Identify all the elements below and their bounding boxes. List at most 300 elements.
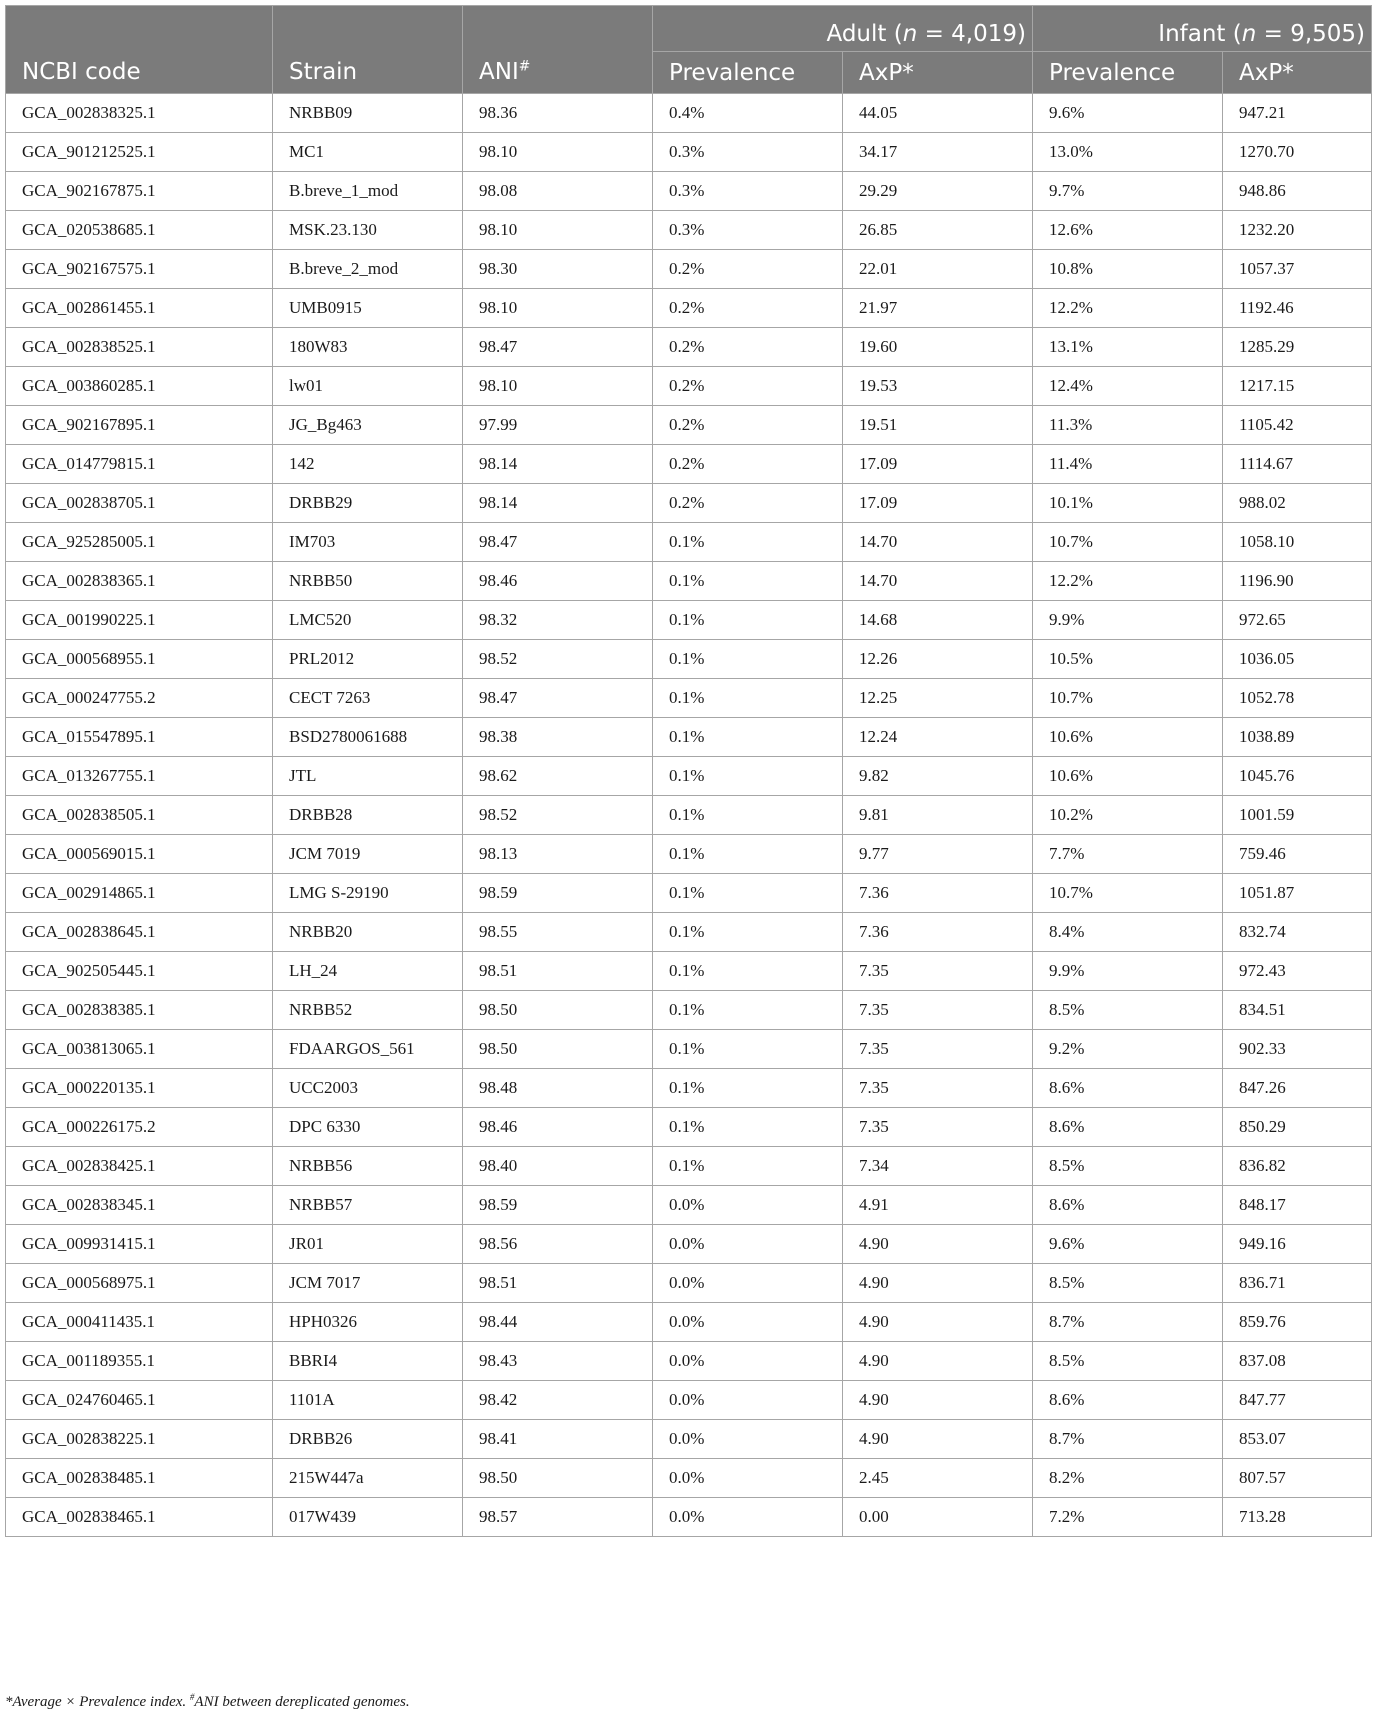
cell-ncbi-code: GCA_000568955.1 <box>6 640 273 679</box>
cell-infant-prevalence: 12.2% <box>1033 289 1223 328</box>
table-row <box>6 796 1372 835</box>
header-column-row <box>6 52 1372 94</box>
cell-adult-axp: 7.35 <box>843 1069 1033 1108</box>
cell-ani: 98.59 <box>463 1186 653 1225</box>
cell-ani: 98.57 <box>463 1498 653 1537</box>
cell-infant-prevalence: 8.7% <box>1033 1303 1223 1342</box>
cell-ncbi-code: GCA_002914865.1 <box>6 874 273 913</box>
cell-adult-prevalence: 0.2% <box>653 406 843 445</box>
cell-infant-prevalence: 10.7% <box>1033 874 1223 913</box>
cell-ani: 98.08 <box>463 172 653 211</box>
cell-adult-axp: 7.34 <box>843 1147 1033 1186</box>
cell-ani: 98.44 <box>463 1303 653 1342</box>
cell-adult-axp: 9.82 <box>843 757 1033 796</box>
cell-adult-prevalence: 0.1% <box>653 679 843 718</box>
cell-ncbi-code: GCA_002838225.1 <box>6 1420 273 1459</box>
cell-infant-axp: 859.76 <box>1223 1303 1372 1342</box>
cell-infant-axp: 847.26 <box>1223 1069 1372 1108</box>
cell-strain: UMB0915 <box>273 289 463 328</box>
cell-infant-axp: 1051.87 <box>1223 874 1372 913</box>
cell-infant-axp: 1038.89 <box>1223 718 1372 757</box>
cell-ncbi-code: GCA_901212525.1 <box>6 133 273 172</box>
cell-adult-prevalence: 0.3% <box>653 133 843 172</box>
table-row <box>6 601 1372 640</box>
table-row <box>6 1420 1372 1459</box>
cell-strain: LMC520 <box>273 601 463 640</box>
cell-strain: JTL <box>273 757 463 796</box>
cell-infant-prevalence: 13.1% <box>1033 328 1223 367</box>
cell-adult-prevalence: 0.0% <box>653 1459 843 1498</box>
cell-infant-axp: 713.28 <box>1223 1498 1372 1537</box>
cell-adult-axp: 34.17 <box>843 133 1033 172</box>
table-row <box>6 367 1372 406</box>
cell-adult-prevalence: 0.1% <box>653 913 843 952</box>
cell-infant-axp: 832.74 <box>1223 913 1372 952</box>
cell-adult-axp: 4.90 <box>843 1420 1033 1459</box>
cell-ncbi-code: GCA_015547895.1 <box>6 718 273 757</box>
cell-ani: 98.59 <box>463 874 653 913</box>
cell-adult-axp: 12.24 <box>843 718 1033 757</box>
strain-prevalence-table <box>5 5 1372 1537</box>
cell-infant-prevalence: 9.6% <box>1033 1225 1223 1264</box>
cell-ncbi-code: GCA_009931415.1 <box>6 1225 273 1264</box>
table-row <box>6 1030 1372 1069</box>
cell-strain: NRBB56 <box>273 1147 463 1186</box>
table-row <box>6 1225 1372 1264</box>
cell-adult-prevalence: 0.2% <box>653 289 843 328</box>
header-group-adult: Adult (n = 4,019) <box>653 6 1033 52</box>
cell-ncbi-code: GCA_002838705.1 <box>6 484 273 523</box>
cell-adult-axp: 7.35 <box>843 1030 1033 1069</box>
table-row <box>6 523 1372 562</box>
cell-adult-axp: 21.97 <box>843 289 1033 328</box>
cell-adult-axp: 14.68 <box>843 601 1033 640</box>
table-row <box>6 289 1372 328</box>
cell-adult-axp: 2.45 <box>843 1459 1033 1498</box>
cell-infant-axp: 947.21 <box>1223 94 1372 133</box>
cell-adult-axp: 19.51 <box>843 406 1033 445</box>
table-row <box>6 718 1372 757</box>
cell-adult-prevalence: 0.0% <box>653 1264 843 1303</box>
cell-infant-prevalence: 9.2% <box>1033 1030 1223 1069</box>
cell-adult-prevalence: 0.0% <box>653 1342 843 1381</box>
cell-ncbi-code: GCA_002838645.1 <box>6 913 273 952</box>
cell-ani: 98.50 <box>463 991 653 1030</box>
cell-strain: NRBB09 <box>273 94 463 133</box>
cell-adult-axp: 22.01 <box>843 250 1033 289</box>
cell-adult-axp: 7.36 <box>843 874 1033 913</box>
cell-ani: 98.38 <box>463 718 653 757</box>
cell-ncbi-code: GCA_000220135.1 <box>6 1069 273 1108</box>
header-blank-ani <box>463 6 653 52</box>
cell-infant-axp: 836.82 <box>1223 1147 1372 1186</box>
cell-adult-axp: 17.09 <box>843 445 1033 484</box>
table-row <box>6 1186 1372 1225</box>
cell-infant-axp: 1001.59 <box>1223 796 1372 835</box>
cell-adult-axp: 9.77 <box>843 835 1033 874</box>
cell-infant-prevalence: 8.5% <box>1033 1264 1223 1303</box>
cell-infant-prevalence: 8.6% <box>1033 1186 1223 1225</box>
cell-infant-axp: 1285.29 <box>1223 328 1372 367</box>
cell-adult-prevalence: 0.0% <box>653 1303 843 1342</box>
cell-infant-prevalence: 9.6% <box>1033 94 1223 133</box>
table-row <box>6 562 1372 601</box>
cell-infant-prevalence: 13.0% <box>1033 133 1223 172</box>
cell-strain: LH_24 <box>273 952 463 991</box>
cell-ani: 98.30 <box>463 250 653 289</box>
cell-adult-prevalence: 0.0% <box>653 1381 843 1420</box>
cell-adult-prevalence: 0.4% <box>653 94 843 133</box>
cell-adult-prevalence: 0.1% <box>653 991 843 1030</box>
cell-infant-axp: 850.29 <box>1223 1108 1372 1147</box>
cell-infant-axp: 1217.15 <box>1223 367 1372 406</box>
cell-infant-prevalence: 12.4% <box>1033 367 1223 406</box>
cell-adult-axp: 7.36 <box>843 913 1033 952</box>
cell-ncbi-code: GCA_014779815.1 <box>6 445 273 484</box>
cell-infant-axp: 972.43 <box>1223 952 1372 991</box>
cell-ncbi-code: GCA_902505445.1 <box>6 952 273 991</box>
cell-infant-prevalence: 10.6% <box>1033 718 1223 757</box>
cell-ncbi-code: GCA_002838525.1 <box>6 328 273 367</box>
cell-infant-prevalence: 9.9% <box>1033 952 1223 991</box>
cell-adult-axp: 4.90 <box>843 1381 1033 1420</box>
table-row <box>6 484 1372 523</box>
cell-ani: 98.14 <box>463 445 653 484</box>
cell-infant-prevalence: 8.7% <box>1033 1420 1223 1459</box>
cell-infant-prevalence: 8.6% <box>1033 1381 1223 1420</box>
cell-infant-axp: 759.46 <box>1223 835 1372 874</box>
cell-adult-prevalence: 0.1% <box>653 757 843 796</box>
cell-ani: 98.56 <box>463 1225 653 1264</box>
cell-ani: 98.41 <box>463 1420 653 1459</box>
cell-infant-prevalence: 10.7% <box>1033 679 1223 718</box>
cell-infant-axp: 853.07 <box>1223 1420 1372 1459</box>
table-row <box>6 94 1372 133</box>
table-row <box>6 874 1372 913</box>
cell-strain: DPC 6330 <box>273 1108 463 1147</box>
header-infant-prevalence: Prevalence <box>1033 52 1223 94</box>
cell-ncbi-code: GCA_002838465.1 <box>6 1498 273 1537</box>
cell-ncbi-code: GCA_020538685.1 <box>6 211 273 250</box>
cell-strain: JCM 7017 <box>273 1264 463 1303</box>
cell-ncbi-code: GCA_003860285.1 <box>6 367 273 406</box>
cell-adult-prevalence: 0.1% <box>653 562 843 601</box>
cell-strain: JR01 <box>273 1225 463 1264</box>
cell-adult-axp: 0.00 <box>843 1498 1033 1537</box>
cell-ncbi-code: GCA_024760465.1 <box>6 1381 273 1420</box>
table-body <box>6 94 1372 1537</box>
cell-infant-axp: 1196.90 <box>1223 562 1372 601</box>
cell-adult-prevalence: 0.2% <box>653 484 843 523</box>
cell-infant-axp: 1270.70 <box>1223 133 1372 172</box>
cell-adult-axp: 4.90 <box>843 1303 1033 1342</box>
cell-strain: 1101A <box>273 1381 463 1420</box>
header-blank-strain <box>273 6 463 52</box>
cell-ncbi-code: GCA_002861455.1 <box>6 289 273 328</box>
cell-adult-axp: 4.91 <box>843 1186 1033 1225</box>
cell-ani: 98.46 <box>463 1108 653 1147</box>
table-row <box>6 406 1372 445</box>
cell-ani: 98.47 <box>463 679 653 718</box>
cell-adult-axp: 19.53 <box>843 367 1033 406</box>
cell-strain: DRBB28 <box>273 796 463 835</box>
table-row <box>6 133 1372 172</box>
table-row <box>6 679 1372 718</box>
cell-infant-prevalence: 10.2% <box>1033 796 1223 835</box>
cell-adult-axp: 4.90 <box>843 1342 1033 1381</box>
cell-adult-prevalence: 0.3% <box>653 172 843 211</box>
table-row <box>6 250 1372 289</box>
header-infant-axp: AxP* <box>1223 52 1372 94</box>
cell-adult-prevalence: 0.2% <box>653 367 843 406</box>
cell-infant-axp: 1114.67 <box>1223 445 1372 484</box>
table-row <box>6 913 1372 952</box>
cell-adult-prevalence: 0.0% <box>653 1498 843 1537</box>
cell-infant-prevalence: 8.4% <box>1033 913 1223 952</box>
cell-strain: 215W447a <box>273 1459 463 1498</box>
cell-strain: NRBB50 <box>273 562 463 601</box>
cell-infant-axp: 1052.78 <box>1223 679 1372 718</box>
header-ani: ANI# <box>463 52 653 94</box>
cell-infant-prevalence: 10.7% <box>1033 523 1223 562</box>
cell-strain: JG_Bg463 <box>273 406 463 445</box>
cell-adult-axp: 9.81 <box>843 796 1033 835</box>
cell-adult-prevalence: 0.0% <box>653 1186 843 1225</box>
cell-ani: 98.50 <box>463 1459 653 1498</box>
cell-ani: 98.10 <box>463 211 653 250</box>
table-row <box>6 211 1372 250</box>
table-row <box>6 640 1372 679</box>
cell-ani: 98.32 <box>463 601 653 640</box>
cell-adult-axp: 4.90 <box>843 1264 1033 1303</box>
cell-strain: JCM 7019 <box>273 835 463 874</box>
cell-adult-axp: 19.60 <box>843 328 1033 367</box>
cell-strain: lw01 <box>273 367 463 406</box>
cell-strain: BSD2780061688 <box>273 718 463 757</box>
cell-infant-prevalence: 11.3% <box>1033 406 1223 445</box>
cell-strain: DRBB26 <box>273 1420 463 1459</box>
cell-infant-prevalence: 8.5% <box>1033 991 1223 1030</box>
cell-ani: 98.52 <box>463 796 653 835</box>
cell-strain: NRBB20 <box>273 913 463 952</box>
cell-infant-axp: 837.08 <box>1223 1342 1372 1381</box>
cell-strain: B.breve_1_mod <box>273 172 463 211</box>
cell-ani: 98.46 <box>463 562 653 601</box>
cell-ani: 98.10 <box>463 289 653 328</box>
header-blank-ncbi <box>6 6 273 52</box>
cell-infant-prevalence: 8.5% <box>1033 1342 1223 1381</box>
header-adult-prevalence: Prevalence <box>653 52 843 94</box>
header-group-row <box>6 6 1372 52</box>
table-row <box>6 1069 1372 1108</box>
cell-infant-prevalence: 10.1% <box>1033 484 1223 523</box>
cell-adult-prevalence: 0.1% <box>653 874 843 913</box>
cell-strain: 017W439 <box>273 1498 463 1537</box>
cell-ncbi-code: GCA_925285005.1 <box>6 523 273 562</box>
cell-ncbi-code: GCA_902167575.1 <box>6 250 273 289</box>
cell-adult-prevalence: 0.1% <box>653 1069 843 1108</box>
table-row <box>6 1147 1372 1186</box>
cell-infant-prevalence: 7.2% <box>1033 1498 1223 1537</box>
cell-infant-axp: 848.17 <box>1223 1186 1372 1225</box>
strain-table-container <box>5 5 1371 1537</box>
cell-ani: 98.51 <box>463 1264 653 1303</box>
cell-infant-prevalence: 9.9% <box>1033 601 1223 640</box>
cell-adult-prevalence: 0.1% <box>653 1108 843 1147</box>
table-row <box>6 952 1372 991</box>
cell-strain: IM703 <box>273 523 463 562</box>
cell-infant-prevalence: 9.7% <box>1033 172 1223 211</box>
cell-strain: BBRI4 <box>273 1342 463 1381</box>
cell-strain: MC1 <box>273 133 463 172</box>
table-row <box>6 991 1372 1030</box>
table-footnote: *Average × Prevalence index. #ANI between dereplicated genomes. <box>5 1692 410 1710</box>
cell-adult-axp: 12.25 <box>843 679 1033 718</box>
cell-strain: MSK.23.130 <box>273 211 463 250</box>
cell-ani: 98.52 <box>463 640 653 679</box>
cell-adult-prevalence: 0.2% <box>653 250 843 289</box>
cell-strain: FDAARGOS_561 <box>273 1030 463 1069</box>
cell-adult-prevalence: 0.2% <box>653 328 843 367</box>
cell-ani: 98.10 <box>463 133 653 172</box>
cell-ncbi-code: GCA_000226175.2 <box>6 1108 273 1147</box>
cell-adult-axp: 7.35 <box>843 991 1033 1030</box>
cell-ncbi-code: GCA_001189355.1 <box>6 1342 273 1381</box>
cell-strain: NRBB52 <box>273 991 463 1030</box>
table-row <box>6 1303 1372 1342</box>
cell-infant-axp: 1045.76 <box>1223 757 1372 796</box>
cell-strain: LMG S-29190 <box>273 874 463 913</box>
cell-adult-prevalence: 0.1% <box>653 523 843 562</box>
table-row <box>6 172 1372 211</box>
cell-ani: 98.36 <box>463 94 653 133</box>
cell-ncbi-code: GCA_000569015.1 <box>6 835 273 874</box>
cell-ncbi-code: GCA_902167895.1 <box>6 406 273 445</box>
cell-adult-axp: 14.70 <box>843 523 1033 562</box>
header-group-infant: Infant (n = 9,505) <box>1033 6 1372 52</box>
cell-strain: CECT 7263 <box>273 679 463 718</box>
cell-ncbi-code: GCA_002838365.1 <box>6 562 273 601</box>
cell-infant-axp: 807.57 <box>1223 1459 1372 1498</box>
cell-ncbi-code: GCA_002838485.1 <box>6 1459 273 1498</box>
cell-ncbi-code: GCA_000411435.1 <box>6 1303 273 1342</box>
cell-strain: NRBB57 <box>273 1186 463 1225</box>
cell-adult-prevalence: 0.3% <box>653 211 843 250</box>
cell-adult-prevalence: 0.0% <box>653 1225 843 1264</box>
cell-ncbi-code: GCA_003813065.1 <box>6 1030 273 1069</box>
cell-infant-axp: 1192.46 <box>1223 289 1372 328</box>
cell-adult-axp: 26.85 <box>843 211 1033 250</box>
table-header <box>6 6 1372 94</box>
cell-strain: 180W83 <box>273 328 463 367</box>
cell-adult-axp: 14.70 <box>843 562 1033 601</box>
table-row <box>6 328 1372 367</box>
cell-adult-prevalence: 0.1% <box>653 718 843 757</box>
cell-adult-axp: 7.35 <box>843 952 1033 991</box>
table-row <box>6 445 1372 484</box>
cell-adult-prevalence: 0.1% <box>653 952 843 991</box>
cell-ncbi-code: GCA_002838505.1 <box>6 796 273 835</box>
cell-strain: PRL2012 <box>273 640 463 679</box>
cell-ani: 98.13 <box>463 835 653 874</box>
cell-infant-axp: 1105.42 <box>1223 406 1372 445</box>
cell-infant-axp: 847.77 <box>1223 1381 1372 1420</box>
cell-adult-prevalence: 0.1% <box>653 601 843 640</box>
cell-adult-axp: 17.09 <box>843 484 1033 523</box>
cell-infant-axp: 1058.10 <box>1223 523 1372 562</box>
cell-infant-axp: 948.86 <box>1223 172 1372 211</box>
cell-infant-prevalence: 8.6% <box>1033 1108 1223 1147</box>
table-row <box>6 1264 1372 1303</box>
cell-infant-prevalence: 8.5% <box>1033 1147 1223 1186</box>
cell-strain: HPH0326 <box>273 1303 463 1342</box>
cell-ncbi-code: GCA_002838385.1 <box>6 991 273 1030</box>
cell-ncbi-code: GCA_001990225.1 <box>6 601 273 640</box>
cell-infant-prevalence: 7.7% <box>1033 835 1223 874</box>
table-row <box>6 835 1372 874</box>
cell-ani: 98.47 <box>463 328 653 367</box>
cell-ani: 98.51 <box>463 952 653 991</box>
cell-infant-axp: 836.71 <box>1223 1264 1372 1303</box>
cell-infant-prevalence: 8.2% <box>1033 1459 1223 1498</box>
cell-infant-axp: 988.02 <box>1223 484 1372 523</box>
cell-infant-axp: 1036.05 <box>1223 640 1372 679</box>
cell-adult-prevalence: 0.1% <box>653 1030 843 1069</box>
cell-ani: 98.42 <box>463 1381 653 1420</box>
cell-infant-axp: 949.16 <box>1223 1225 1372 1264</box>
table-row <box>6 1108 1372 1147</box>
cell-ncbi-code: GCA_002838345.1 <box>6 1186 273 1225</box>
cell-ani: 98.50 <box>463 1030 653 1069</box>
cell-strain: DRBB29 <box>273 484 463 523</box>
cell-adult-prevalence: 0.1% <box>653 835 843 874</box>
cell-ncbi-code: GCA_002838325.1 <box>6 94 273 133</box>
cell-infant-prevalence: 11.4% <box>1033 445 1223 484</box>
header-ncbi-code: NCBI code <box>6 52 273 94</box>
cell-infant-prevalence: 12.2% <box>1033 562 1223 601</box>
cell-ncbi-code: GCA_902167875.1 <box>6 172 273 211</box>
cell-adult-prevalence: 0.2% <box>653 445 843 484</box>
cell-adult-prevalence: 0.1% <box>653 640 843 679</box>
cell-ncbi-code: GCA_002838425.1 <box>6 1147 273 1186</box>
cell-infant-axp: 972.65 <box>1223 601 1372 640</box>
cell-ani: 98.10 <box>463 367 653 406</box>
cell-ncbi-code: GCA_000568975.1 <box>6 1264 273 1303</box>
header-adult-axp: AxP* <box>843 52 1033 94</box>
table-row <box>6 1459 1372 1498</box>
cell-ani: 98.43 <box>463 1342 653 1381</box>
cell-adult-axp: 12.26 <box>843 640 1033 679</box>
cell-adult-axp: 7.35 <box>843 1108 1033 1147</box>
table-row <box>6 1342 1372 1381</box>
cell-ani: 98.55 <box>463 913 653 952</box>
header-strain: Strain <box>273 52 463 94</box>
cell-adult-axp: 4.90 <box>843 1225 1033 1264</box>
cell-strain: B.breve_2_mod <box>273 250 463 289</box>
cell-ani: 98.14 <box>463 484 653 523</box>
cell-ani: 98.62 <box>463 757 653 796</box>
cell-adult-prevalence: 0.0% <box>653 1420 843 1459</box>
cell-strain: UCC2003 <box>273 1069 463 1108</box>
cell-ani: 98.47 <box>463 523 653 562</box>
cell-adult-axp: 44.05 <box>843 94 1033 133</box>
cell-adult-axp: 29.29 <box>843 172 1033 211</box>
cell-infant-prevalence: 12.6% <box>1033 211 1223 250</box>
cell-adult-prevalence: 0.1% <box>653 796 843 835</box>
cell-infant-prevalence: 10.6% <box>1033 757 1223 796</box>
cell-infant-prevalence: 10.5% <box>1033 640 1223 679</box>
cell-infant-prevalence: 10.8% <box>1033 250 1223 289</box>
